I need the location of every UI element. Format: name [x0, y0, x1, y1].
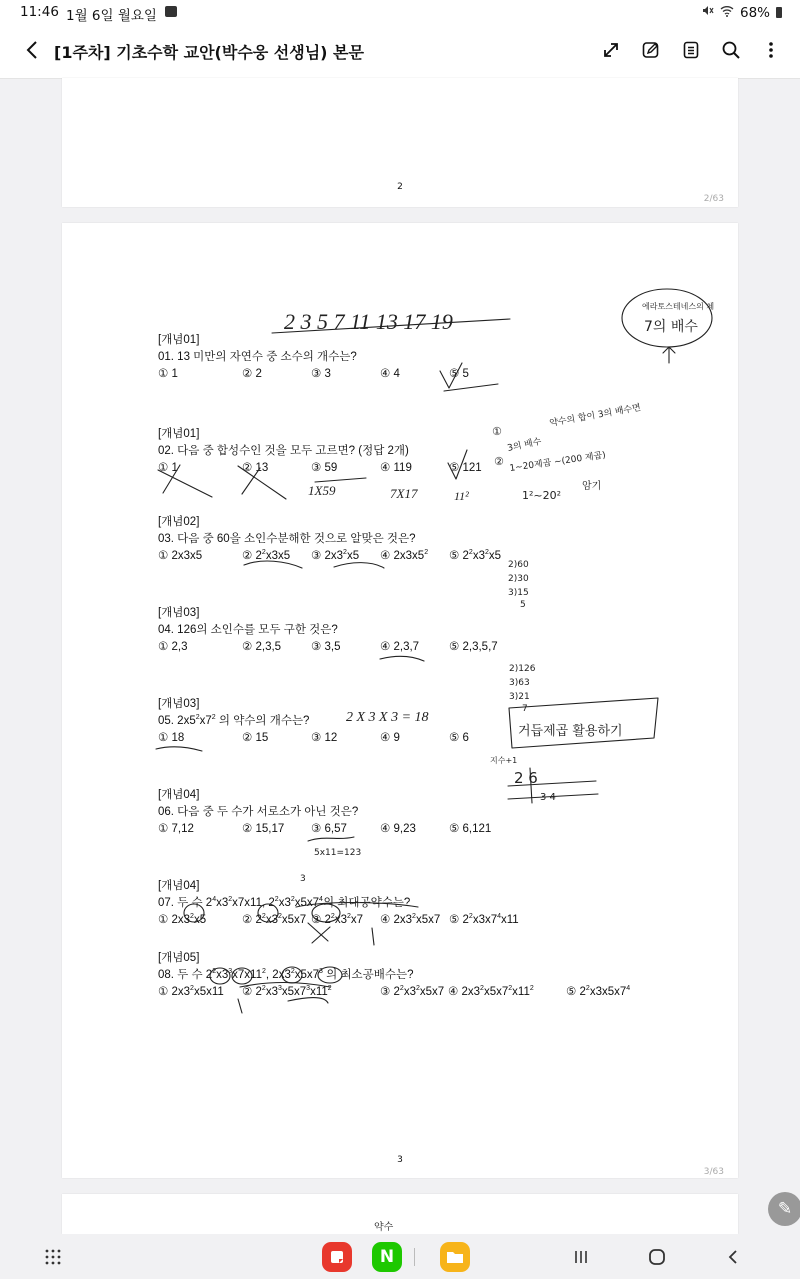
answer-option: ⑤ $2^2x3x7^4x11$ [449, 913, 519, 926]
handwritten-ladder-126-2: 3)63 [509, 678, 530, 688]
answer-option: ④ 119 [380, 462, 412, 474]
memo-app-icon[interactable] [322, 1242, 352, 1272]
handwritten-circle-1: ① [492, 425, 502, 438]
answer-option: ② 13 [242, 462, 269, 474]
answer-option: ② $2^2x3x5$ [242, 549, 291, 562]
page-count: 2/63 [703, 194, 724, 204]
battery-percent: 68% [739, 4, 770, 21]
question [158, 877, 519, 930]
expand-icon[interactable] [600, 38, 622, 62]
handwritten-exponent-note: 지수+1 [490, 756, 518, 765]
handwritten-primes: 2 3 5 7 11 13 17 19 [284, 309, 453, 334]
answer-option: ② $2^2x3^3x5x7^3x11^2$ [242, 985, 332, 998]
answer-option: ④ $2x3x5^2$ [380, 549, 429, 562]
handwritten-ladder-60-4: 5 [520, 600, 526, 610]
answer-option: ① $2x3^2x5x11$ [158, 985, 224, 998]
answer-option: ③ $2x3^2x5$ [311, 549, 360, 562]
answer-option: ⑤ 6,121 [449, 823, 492, 835]
answer-option: ② 2,3,5 [242, 641, 282, 653]
pen-icon[interactable]: ✎ [768, 1192, 800, 1226]
question-text: 04. 126의 소인수를 모두 구한 것은? [158, 624, 338, 636]
answer-option: ① $2x3^2x5$ [158, 913, 207, 926]
handwritten-ladder-60-1: 2)60 [508, 560, 529, 570]
answer-option: ④ 9,23 [380, 823, 416, 835]
handwritten-1x59: 1X59 [308, 483, 336, 498]
answer-options [158, 639, 498, 657]
answer-options [158, 912, 519, 930]
answer-option: ① 2,3 [158, 641, 188, 653]
page-number: 2 [397, 182, 403, 192]
answer-option: ② 15 [242, 732, 269, 744]
answer-options [158, 460, 482, 478]
answer-option: ⑤ 6 [449, 732, 469, 744]
question [158, 949, 631, 1002]
wifi-icon [720, 5, 734, 21]
naver-app-icon[interactable]: N [372, 1242, 402, 1272]
question-text: 07. 두 수 $2^4x3^2x7x11$, $2^2x3^2x5x7^4$의 최대공약수는? [158, 896, 411, 909]
answer-option: ③ 59 [311, 462, 338, 474]
handwritten-digit-sum-rule: 약수의 합이 3의 배수면 [548, 403, 642, 429]
handwritten-grid-row-1: 2 6 [514, 769, 538, 787]
handwritten-grid-row-2: 3 4 [540, 792, 556, 803]
handwritten-bubble-note: 에라토스테네스의 체 [642, 302, 715, 311]
answer-option: ③ $2^2x3^2x5x7$ [380, 985, 445, 998]
handwriting-layer-page-4 [62, 1194, 738, 1234]
handwritten-page-4-note: 약수 [374, 1222, 394, 1233]
handwritten-ladder-126-4: 7 [522, 704, 528, 714]
answer-option: ① 1 [158, 462, 178, 474]
question-text: 05. $2x5^2x7^2$ 의 약수의 개수는? [158, 714, 310, 727]
status-time: 11:46 [20, 4, 59, 20]
question-category: [개념01] [158, 334, 200, 346]
handwritten-circle-2: ② [494, 455, 504, 468]
question [158, 786, 492, 839]
back-arrow-icon[interactable] [22, 38, 44, 62]
handwritten-multiple-7: 7의 배수 [644, 319, 698, 335]
handwritten-ladder-60-2: 2)30 [508, 574, 529, 584]
answer-options [158, 984, 631, 1002]
answer-option: ③ 6,57 [311, 823, 347, 835]
question-category: [개념01] [158, 428, 200, 440]
pdf-page-4 [62, 1194, 738, 1234]
handwritten-ladder-126-1: 2)126 [509, 664, 536, 674]
question [158, 513, 502, 566]
answer-option: ① 2x3x5 [158, 550, 203, 562]
question [158, 331, 469, 384]
answer-option: ② 15,17 [242, 823, 285, 835]
answer-options [158, 366, 469, 384]
home-icon[interactable] [642, 1242, 672, 1272]
answer-option: ⑤ $2^2x3x5x7^4$ [566, 985, 631, 998]
answer-option: ⑤ $2^2x3^2x5$ [449, 549, 502, 562]
handwritten-boxed-note: 거듭제곱 활용하기 [518, 724, 623, 739]
question-text: 06. 다음 중 두 수가 서로소가 아닌 것은? [158, 806, 359, 818]
handwritten-squares: 1²~20² [522, 489, 562, 502]
nav-back-icon[interactable] [718, 1242, 748, 1272]
document-title: [1주차] 기초수학 교안(박수웅 선생님) 본문 [54, 43, 364, 62]
status-indicators [701, 4, 782, 21]
answer-options [158, 730, 469, 748]
answer-option: ① 1 [158, 368, 178, 380]
question-category: [개념03] [158, 607, 200, 619]
handwritten-q6-calc: 5x11=123 [314, 848, 362, 858]
answer-option: ② 2 [242, 368, 262, 380]
question-text: 02. 다음 중 합성수인 것을 모두 고르면? (정답 2개) [158, 445, 409, 457]
handwritten-memorize: 암기 [582, 481, 602, 492]
question [158, 425, 482, 478]
list-icon[interactable] [680, 38, 702, 62]
answer-option: ④ 2,3,7 [380, 641, 420, 653]
answer-options [158, 548, 502, 566]
status-bar [0, 0, 800, 24]
answer-option: ④ 4 [380, 368, 400, 380]
handwritten-ladder-126-3: 3)21 [509, 692, 530, 702]
handwritten-multiple-3: 3의 배수 [506, 436, 543, 454]
apps-grid-icon[interactable] [38, 1242, 68, 1272]
answer-options [158, 821, 492, 839]
handwritten-divisor-count: 2 X 3 X 3 = 18 [346, 710, 429, 725]
answer-option: ⑤ 5 [449, 368, 469, 380]
battery-icon [776, 7, 782, 18]
question-category: [개념03] [158, 698, 200, 710]
navigation-bar [0, 1234, 800, 1279]
status-date: 1월 6일 월요일 [66, 8, 157, 24]
question-category: [개념02] [158, 516, 200, 528]
answer-option: ③ 3,5 [311, 641, 341, 653]
search-icon[interactable] [720, 38, 742, 62]
app-bar [0, 24, 800, 79]
handwritten-q6-three: 3 [300, 874, 306, 884]
answer-option: ① 18 [158, 732, 185, 744]
question-text: 03. 다음 중 60을 소인수분해한 것으로 알맞은 것은? [158, 533, 416, 545]
pdf-page-3 [62, 223, 738, 1178]
question-text: 08. 두 수 $2^2x3^3x7x11^2$, $2x3^2x5x7^3$ 의 최소공배수는? [158, 968, 414, 981]
handwritten-7x17: 7X17 [390, 486, 418, 501]
toolbar [600, 38, 782, 62]
answer-option: ③ 12 [311, 732, 338, 744]
answer-option: ③ 3 [311, 368, 331, 380]
page-count: 3/63 [703, 1167, 724, 1177]
answer-option: ② $2^2x3^2x5x7$ [242, 913, 307, 926]
my-files-app-icon[interactable] [440, 1242, 470, 1272]
recent-apps-icon[interactable] [566, 1242, 596, 1272]
answer-option: ⑤ 121 [449, 462, 482, 474]
question-text: 01. 13 미만의 자연수 중 소수의 개수는? [158, 351, 357, 363]
answer-option: ④ $2x3^2x5x7^2x11^2$ [448, 985, 534, 998]
dock-divider [408, 1242, 420, 1272]
question-category: [개념04] [158, 880, 200, 892]
handwritten-square-range: 1~20제곱 ~(200 제곱) [509, 450, 607, 474]
answer-option: ③ $2^2x3^2x7$ [311, 913, 364, 926]
page-number: 3 [397, 1155, 403, 1165]
gallery-notification-icon [165, 6, 177, 17]
edit-icon[interactable] [640, 38, 662, 62]
more-icon[interactable] [760, 38, 782, 62]
handwritten-ladder-60-3: 3)15 [508, 588, 529, 598]
answer-option: ① 7,12 [158, 823, 194, 835]
answer-option: ⑤ 2,3,5,7 [449, 641, 498, 653]
mute-icon [701, 4, 714, 21]
pdf-page-2 [62, 78, 738, 207]
question [158, 604, 498, 657]
handwritten-11-squared: 11² [454, 489, 469, 503]
question-category: [개념05] [158, 952, 200, 964]
question-category: [개념04] [158, 789, 200, 801]
answer-option: ④ 9 [380, 732, 400, 744]
answer-option: ④ $2x3^2x5x7$ [380, 913, 441, 926]
